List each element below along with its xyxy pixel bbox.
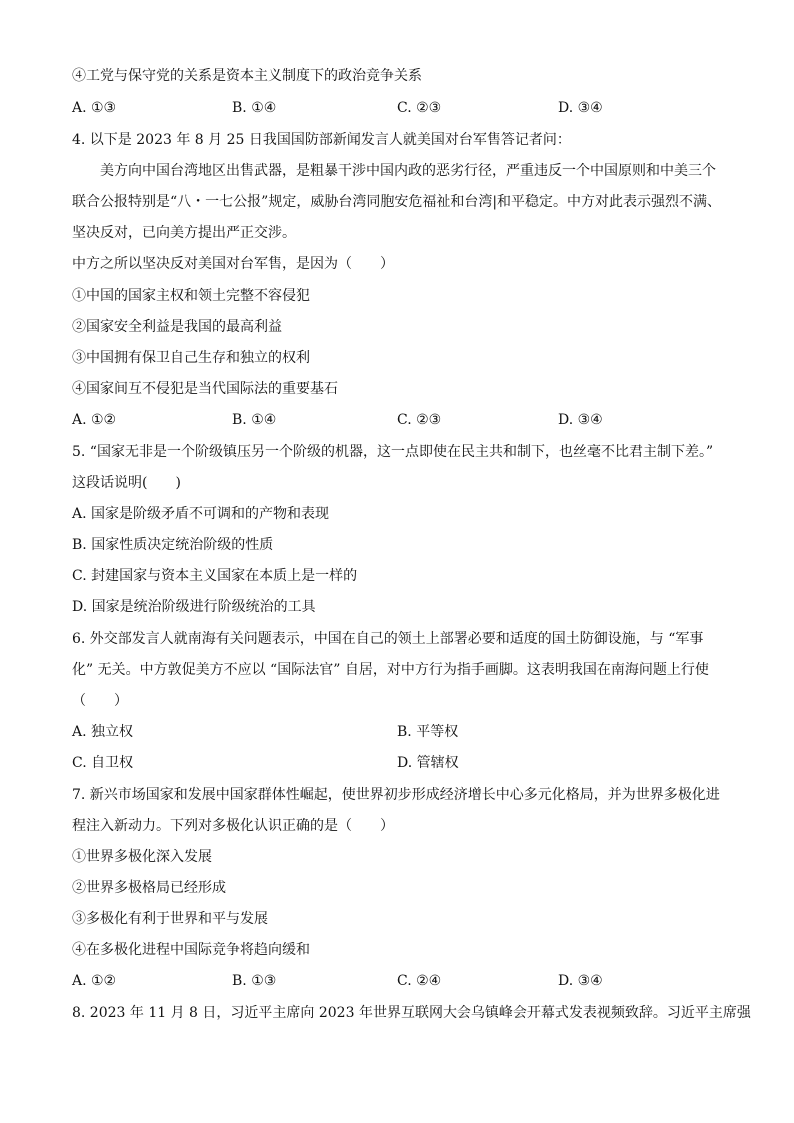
q6-options-row <box>72 722 732 742</box>
q6-option-d: D. 管辖权 <box>397 755 459 771</box>
q7-stem: 程注入新动力。下列对多极化认识正确的是（ ） <box>72 818 394 834</box>
q7-statement: ②世界多极格局已经形成 <box>72 880 226 896</box>
q6-stem: （ ） <box>72 693 128 709</box>
q5-option-c: C. 封建国家与资本主义国家在本质上是一样的 <box>72 568 358 584</box>
q4-quote-line: 坚决反对，已向美方提出严正交涉。 <box>72 225 296 241</box>
q3-options <box>72 98 732 118</box>
q6-option-a: A. 独立权 <box>72 724 134 740</box>
q4-option-c: C. ②③ <box>397 412 442 428</box>
q4-stem: 4. 以下是 2023 年 8 月 25 日我国国防部新闻发言人就美国对台军售答记者问： <box>72 132 571 148</box>
q5-stem: 这段话说明( ) <box>72 475 181 491</box>
q4-statement: ④国家间互不侵犯是当代国际法的重要基石 <box>72 381 338 397</box>
q3-option-b: B. ①④ <box>232 100 277 116</box>
q7-option-b: B. ①③ <box>232 973 277 989</box>
q7-option-a: A. ①② <box>72 973 117 989</box>
q6-option-b: B. 平等权 <box>397 724 459 740</box>
q5-option-b: B. 国家性质决定统治阶级的性质 <box>72 537 274 553</box>
q5-option-d: D. 国家是统治阶级进行阶级统治的工具 <box>72 599 316 615</box>
q5-option-a: A. 国家是阶级矛盾不可调和的产物和表现 <box>72 506 330 522</box>
q7-option-c: C. ②④ <box>397 973 442 989</box>
q7-option-d: D. ③④ <box>558 973 603 989</box>
q7-statement: ③多极化有利于世界和平与发展 <box>72 911 268 927</box>
q3-option-a: A. ①③ <box>72 100 117 116</box>
q3-option-c: C. ②③ <box>397 100 442 116</box>
q3-option-d: D. ③④ <box>558 100 603 116</box>
q4-option-d: D. ③④ <box>558 412 603 428</box>
q4-quote-line: 联合公报特别是“八・一七公报”规定，威胁台湾同胞安危福祉和台湾|和平稳定。中方对此表示强烈不满、 <box>72 194 722 210</box>
q5-stem: 5. “国家无非是一个阶级镇压另一个阶级的机器，这一点即使在民主共和制下，也丝毫不比君主制下差。” <box>72 444 714 460</box>
q7-statement: ④在多极化进程中国际竞争将趋向缓和 <box>72 942 310 958</box>
q4-option-b: B. ①④ <box>232 412 277 428</box>
q7-statement: ①世界多极化深入发展 <box>72 849 212 865</box>
q4-quote-line: 美方向中国台湾地区出售武器，是粗暴干涉中国内政的恶劣行径，严重违反一个中国原则和中美三个 <box>100 163 716 179</box>
q4-statement: ③中国拥有保卫自己生存和独立的权利 <box>72 350 310 366</box>
q4-option-a: A. ①② <box>72 412 117 428</box>
q3-statement-4: ④工党与保守党的关系是资本主义制度下的政治竞争关系 <box>72 68 422 84</box>
q6-options-row <box>72 753 732 773</box>
q7-stem: 7. 新兴市场国家和发展中国家群体性崛起，使世界初步形成经济增长中心多元化格局，并为世界多极化进 <box>72 787 720 803</box>
q6-stem: 化” 无关。中方敦促美方不应以 “国际法官” 自居，对中方行为指手画脚。这表明我国在南海问题上行使 <box>72 662 709 678</box>
q6-stem: 6. 外交部发言人就南海有关问题表示，中国在自己的领土上部署必要和适度的国土防御设施，与 “军事 <box>72 631 704 647</box>
q6-option-c: C. 自卫权 <box>72 755 134 771</box>
q4-statement: ①中国的国家主权和领土完整不容侵犯 <box>72 288 310 304</box>
q4-question: 中方之所以坚决反对美国对台军售，是因为（ ） <box>72 256 394 272</box>
q4-options <box>72 410 732 430</box>
q4-statement: ②国家安全利益是我国的最高利益 <box>72 319 282 335</box>
q8-stem: 8. 2023 年 11 月 8 日，习近平主席向 2023 年世界互联网大会乌镇峰会开幕式发表视频致辞。习近平主席强 <box>72 1005 751 1021</box>
q7-options <box>72 971 732 991</box>
